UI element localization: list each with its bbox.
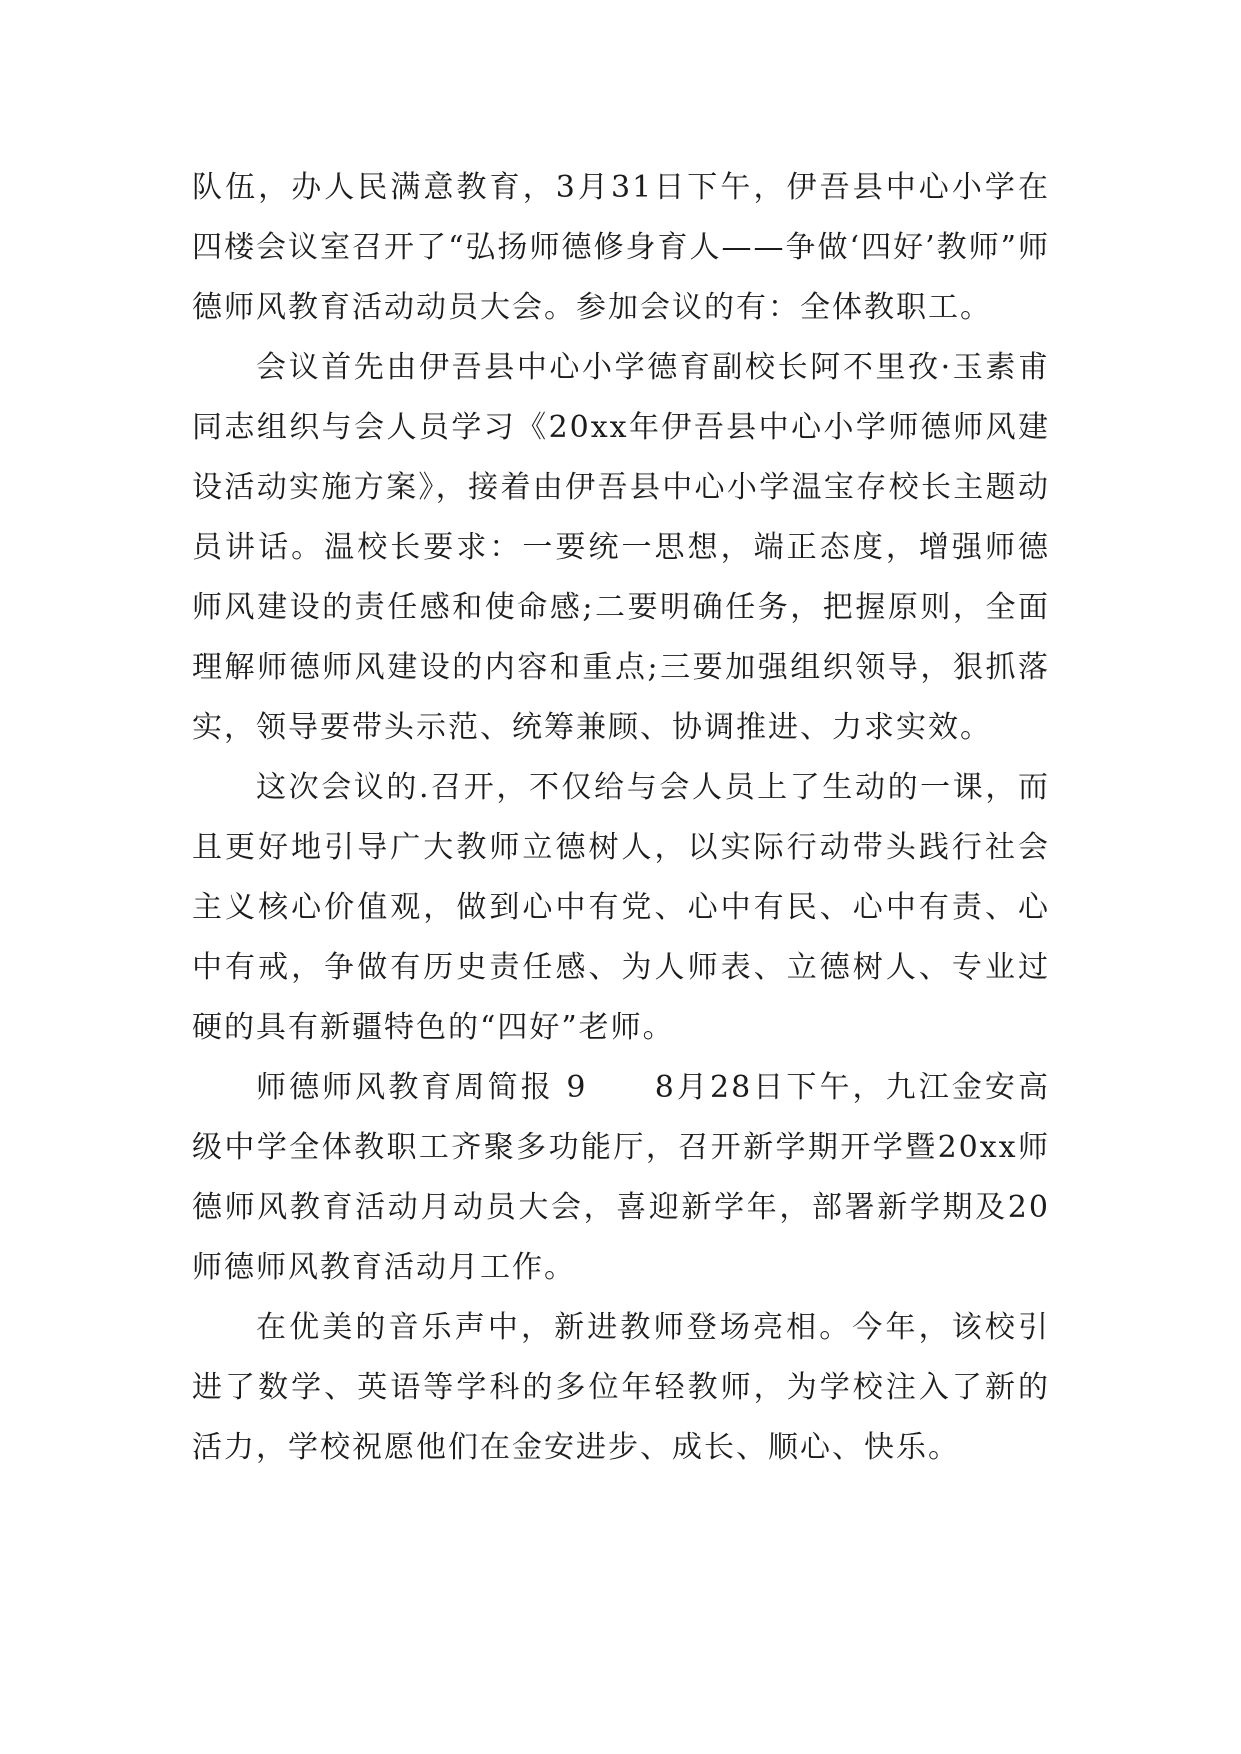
paragraph-1: 队伍，办人民满意教育，3月31日下午，伊吾县中心小学在四楼会议室召开了“弘扬师德修身育人——争做‘四好’教师”师德师风教育活动动员大会。参加会议的有：全体教职工。 xyxy=(192,170,1050,325)
paragraph-2: 会议首先由伊吾县中心小学德育副校长阿不里孜·玉素甫同志组织与会人员学习《20xx年伊吾县中心小学师德师风建设活动实施方案》，接着由伊吾县中心小学温宝存校长主题动员讲话。温校长要求：一要统一思想，端正态度，增强师德师风建设的责任感和使命感;二要明确任务，把握原则，全面理解师德师风建设的内容和重点;三要加强组织领导，狠抓落实，领导要带头示范、统筹兼顾、协调推进、力求实效。 xyxy=(192,350,1050,745)
document-body xyxy=(192,158,1050,1478)
paragraph-3: 这次会议的.召开，不仅给与会人员上了生动的一课，而且更好地引导广大教师立德树人，以实际行动带头践行社会主义核心价值观，做到心中有党、心中有民、心中有责、心中有戒，争做有历史责任感、为人师表、立德树人、专业过硬的具有新疆特色的“四好”老师。 xyxy=(192,770,1050,1045)
paragraph-5: 在优美的音乐声中，新进教师登场亮相。今年，该校引进了数学、英语等学科的多位年轻教师，为学校注入了新的活力，学校祝愿他们在金安进步、成长、顺心、快乐。 xyxy=(192,1310,1050,1465)
paragraph-4: 师德师风教育周简报 9 8月28日下午，九江金安高级中学全体教职工齐聚多功能厅，召开新学期开学暨20xx师德师风教育活动月动员大会，喜迎新学年，部署新学期及20师德师风教育活动月工作。 xyxy=(192,1070,1050,1285)
